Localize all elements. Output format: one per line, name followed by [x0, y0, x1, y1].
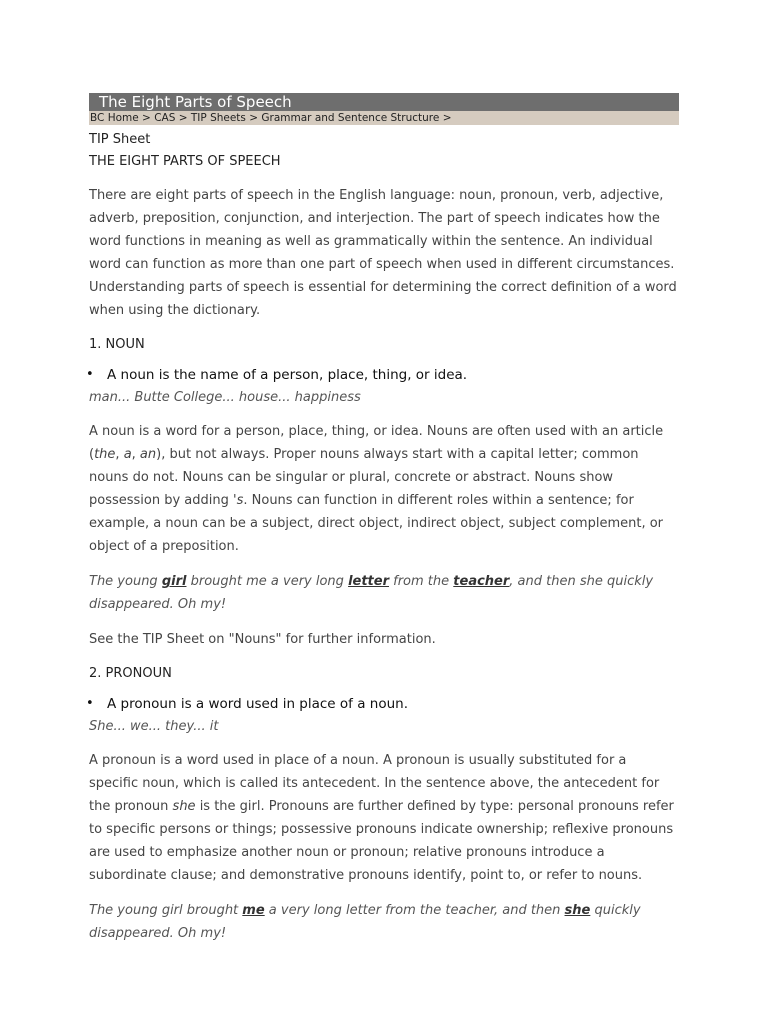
bullet-icon: • — [86, 696, 94, 711]
text-segment: brought me a very long — [186, 574, 349, 589]
noun-see-also: See the TIP Sheet on "Nouns" for further information. — [89, 632, 436, 647]
text-segment: , and then she quickly disappeared. Oh my! — [89, 574, 654, 612]
pronoun-definition-text: A pronoun is a word used in place of a noun. — [107, 696, 408, 712]
pronoun-definition — [86, 695, 679, 713]
page-title: The Eight Parts of Speech — [89, 93, 679, 111]
pronoun-body-paragraph — [89, 749, 679, 887]
noun-heading: 1. NOUN — [89, 337, 145, 352]
noun-body-paragraph — [89, 420, 679, 558]
pronoun-she: she — [172, 799, 196, 814]
noun-example-sentence — [89, 570, 679, 616]
breadcrumb-grammar[interactable]: Grammar and Sentence Structure — [261, 112, 440, 124]
breadcrumb-tip-sheets[interactable]: TIP Sheets — [190, 112, 246, 124]
breadcrumb-separator: > — [249, 112, 259, 124]
text-segment: The young — [89, 574, 162, 589]
noun-definition-text: A noun is the name of a person, place, thing, or idea. — [107, 367, 468, 383]
pronoun-example-sentence — [89, 899, 679, 945]
text-segment: is the girl. Pronouns are further defined by type: personal pronouns refer to specific persons or things; possessive pronouns indicate ownership; reflexive pronouns are used to emphasize another noun or pronoun; relative pronouns introduce a subordinate clause; and demonstrative pronouns identify, point to, or refer to nouns. — [89, 799, 674, 883]
text-segment: from the — [389, 574, 454, 589]
text-segment: . Nouns can function in different roles within a sentence; for example, a noun can be a subject, direct object, indirect object, subject complement, or object of a preposition. — [89, 493, 664, 554]
breadcrumb-separator: > — [178, 112, 188, 124]
text-segment: , — [115, 447, 124, 462]
document-page — [86, 93, 679, 945]
pronoun-examples: She... we... they... it — [89, 719, 219, 734]
text-segment: A pronoun is a word used in place of a noun. A pronoun is usually substituted for a specific noun, which is called its antecedent. In the sentence above, the antecedent for the pronoun — [89, 753, 660, 814]
text-segment: , — [131, 447, 140, 462]
article-the: the — [94, 447, 116, 462]
breadcrumb-bc-home[interactable]: BC Home — [90, 112, 139, 124]
article-an: an — [139, 447, 157, 462]
highlight-teacher: teacher — [453, 574, 510, 589]
noun-definition — [86, 366, 679, 384]
pronoun-heading: 2. PRONOUN — [89, 666, 172, 681]
possessive-suffix: 's — [233, 493, 244, 508]
intro-paragraph: There are eight parts of speech in the English language: noun, pronoun, verb, adjective, adverb, preposition, conjunction, and interjection. The part of speech indicates how the word functions in meaning as well as grammatically within the sentence. An individual word can function as more than one part of speech when used in different circumstances. Understanding parts of speech is essential for determining the correct definition of a word when using the dictionary. — [89, 188, 677, 318]
noun-examples: man... Butte College... house... happiness — [89, 390, 361, 405]
highlight-me: me — [242, 903, 265, 918]
breadcrumb-cas[interactable]: CAS — [154, 112, 176, 124]
main-heading: THE EIGHT PARTS OF SPEECH — [89, 154, 281, 169]
text-segment: The young girl brought — [89, 903, 243, 918]
text-segment: A noun is a word for a person, place, thing, or idea. Nouns are often used with an article ( — [89, 424, 664, 462]
text-segment: a very long letter from the teacher, and then — [264, 903, 565, 918]
breadcrumb-separator: > — [142, 112, 151, 124]
text-segment: quickly disappeared. Oh my! — [89, 903, 641, 941]
highlight-girl: girl — [161, 574, 187, 589]
text-segment: ), but not always. Proper nouns always start with a capital letter; common nouns do not. Nouns can be singular or plural, concrete or abstract. Nouns show possession by adding — [89, 447, 639, 508]
highlight-letter: letter — [348, 574, 389, 589]
article-a: a — [123, 447, 132, 462]
breadcrumb — [89, 111, 679, 125]
bullet-icon: • — [86, 367, 94, 382]
breadcrumb-separator: > — [442, 112, 452, 124]
highlight-she: she — [564, 903, 591, 918]
tip-sheet-label: TIP Sheet — [89, 132, 151, 147]
